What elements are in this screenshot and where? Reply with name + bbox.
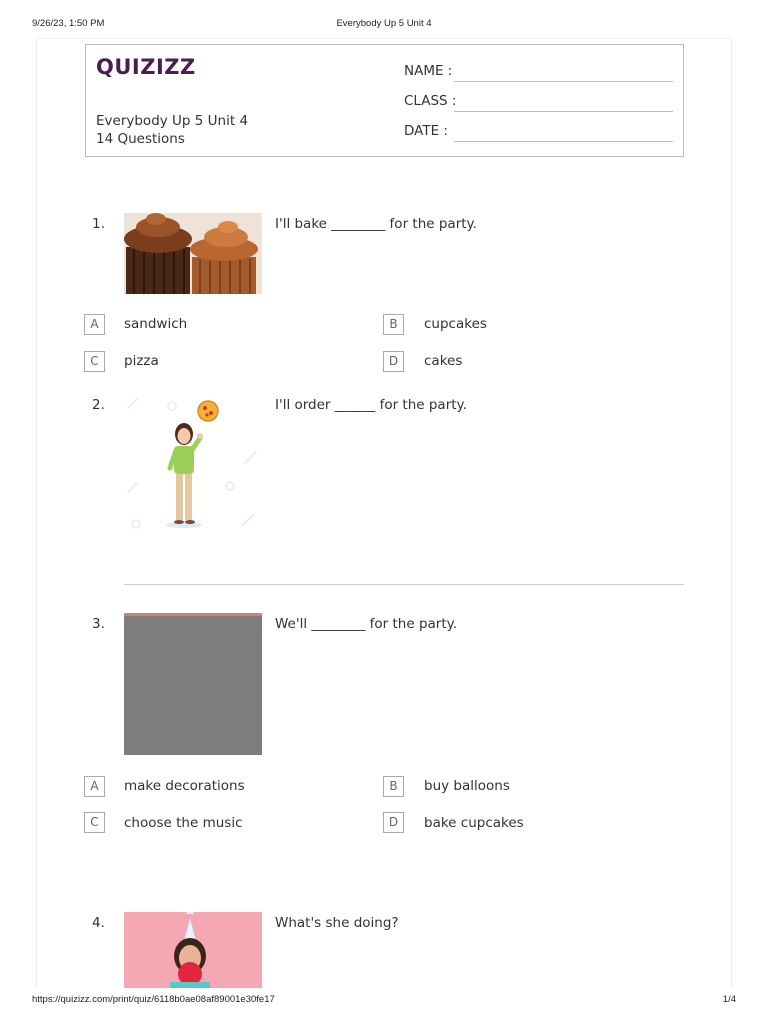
question-text: What's she doing?: [275, 915, 399, 931]
question-number: 3.: [92, 616, 105, 632]
woman-pizza-image: [124, 394, 262, 533]
page-number: 1/4: [722, 994, 736, 1005]
cupcakes-icon: [124, 213, 262, 294]
question-number: 1.: [92, 216, 105, 232]
question-number: 2.: [92, 397, 105, 413]
option-c-box[interactable]: C: [84, 351, 105, 372]
option-d-text[interactable]: cakes: [424, 353, 463, 369]
placeholder-image: [124, 613, 262, 755]
option-c-box[interactable]: C: [84, 812, 105, 833]
cupcakes-image: [124, 213, 262, 294]
quiz-title: Everybody Up 5 Unit 4: [96, 113, 249, 129]
option-c-text[interactable]: choose the music: [124, 815, 243, 831]
date-label: DATE :: [404, 123, 448, 139]
print-datetime: 9/26/23, 1:50 PM: [32, 18, 105, 29]
image-top-strip: [124, 613, 262, 616]
option-c-text[interactable]: pizza: [124, 353, 159, 369]
class-line[interactable]: [454, 111, 673, 112]
date-line[interactable]: [454, 141, 673, 142]
question-text: I'll order ______ for the party.: [275, 397, 467, 413]
option-b-text[interactable]: cupcakes: [424, 316, 487, 332]
print-footer: [32, 994, 736, 1008]
section-divider: [124, 584, 684, 585]
name-line[interactable]: [454, 81, 673, 82]
print-header: [32, 18, 736, 32]
option-d-text[interactable]: bake cupcakes: [424, 815, 524, 831]
option-a-box[interactable]: A: [84, 314, 105, 335]
option-a-text[interactable]: make decorations: [124, 778, 245, 794]
girl-balloon-icon: [124, 912, 262, 988]
option-b-box[interactable]: B: [383, 314, 404, 335]
name-label: NAME :: [404, 63, 453, 79]
option-a-text[interactable]: sandwich: [124, 316, 188, 332]
woman-thinking-icon: [124, 394, 262, 533]
class-label: CLASS :: [404, 93, 457, 109]
question-text: I'll bake ________ for the party.: [275, 216, 477, 232]
option-a-box[interactable]: A: [84, 776, 105, 797]
print-title: Everybody Up 5 Unit 4: [336, 18, 432, 29]
girl-balloon-image: [124, 912, 262, 988]
question-count: 14 Questions: [96, 131, 185, 147]
question-text: We'll ________ for the party.: [275, 616, 457, 632]
quiz-header: [85, 44, 684, 157]
option-d-box[interactable]: D: [383, 812, 404, 833]
option-d-box[interactable]: D: [383, 351, 404, 372]
print-url: https://quizizz.com/print/quiz/6118b0ae08af89001e30fe17: [32, 994, 275, 1005]
question-number: 4.: [92, 915, 105, 931]
option-b-box[interactable]: B: [383, 776, 404, 797]
option-b-text[interactable]: buy balloons: [424, 778, 510, 794]
quizizz-logo: QUIZIZZ: [96, 55, 196, 79]
